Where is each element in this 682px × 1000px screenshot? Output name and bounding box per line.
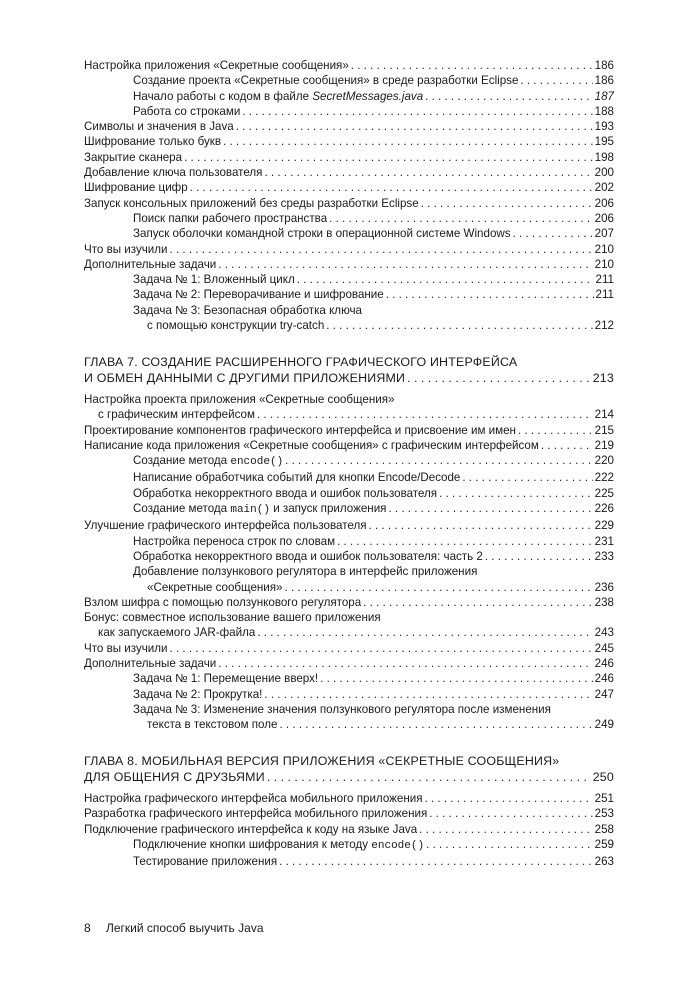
toc-entry: Задача № 1: Перемещение вверх! . . . 246 — [84, 671, 614, 686]
toc-entry: Создание проекта «Секретные сообщения» в среде разработки Eclipse . . . 186 — [84, 73, 614, 88]
toc-entry: Закрытие сканера . . . 198 — [84, 150, 614, 165]
toc-entry: Бонус: совместное использование вашего приложения как запускаемого JAR-файла . . . 243 — [84, 610, 614, 641]
chapter-heading: ГЛАВА 7. СОЗДАНИЕ РАСШИРЕННОГО ГРАФИЧЕСКОГО ИНТЕРФЕЙСА И ОБМЕН ДАННЫМИ С ДРУГИМИ ПРИЛОЖЕНИЯМИ . . . 213 — [84, 355, 614, 387]
toc-entry: Подключение кнопки шифрования к методу encode() . . . 259 — [84, 837, 614, 854]
toc-entry: Работа со строками . . . 188 — [84, 104, 614, 119]
toc-entry: Настройка графического интерфейса мобильного приложения . . . 251 — [84, 791, 614, 806]
toc-entry: Настройка переноса строк по словам . . . 231 — [84, 534, 614, 549]
toc-entry: Разработка графического интерфейса мобильного приложения . . . 253 — [84, 806, 614, 821]
chapter-heading: ГЛАВА 8. МОБИЛЬНАЯ ВЕРСИЯ ПРИЛОЖЕНИЯ «СЕКРЕТНЫЕ СООБЩЕНИЯ» ДЛЯ ОБЩЕНИЯ С ДРУЗЬЯМИ . . . 250 — [84, 754, 614, 786]
toc-entry: Подключение графического интерфейса к коду на языке Java . . . 258 — [84, 822, 614, 837]
toc-entry: Написание кода приложения «Секретные сообщения» с графическим интерфейсом . . . 219 — [84, 438, 614, 453]
toc-entry: Что вы изучили . . . 210 — [84, 242, 614, 257]
toc-entry: Настройка приложения «Секретные сообщения» . . . 186 — [84, 58, 614, 73]
toc-entry: Задача № 3: Изменение значения ползункового регулятора после изменения текста в текстовом поле . . . 249 — [84, 702, 614, 733]
page-footer — [84, 921, 264, 935]
page-number: 8 — [84, 921, 91, 935]
toc-entry: Проектирование компонентов графического интерфейса и присвоение им имен . . . 215 — [84, 423, 614, 438]
toc-entry: Что вы изучили . . . 245 — [84, 641, 614, 656]
toc-entry: Настройка проекта приложения «Секретные сообщения» с графическим интерфейсом . . . 214 — [84, 392, 614, 423]
toc-entry: Символы и значения в Java . . . 193 — [84, 119, 614, 134]
toc-entry: Задача № 2: Переворачивание и шифрование . . . 211 — [84, 287, 614, 302]
toc-entry: Взлом шифра с помощью ползункового регулятора . . . 238 — [84, 595, 614, 610]
toc-entry: Запуск консольных приложений без среды разработки Eclipse . . . 206 — [84, 196, 614, 211]
toc-entry: Шифрование только букв . . . 195 — [84, 134, 614, 149]
book-title: Легкий способ выучить Java — [106, 921, 264, 935]
toc-entry: Создание метода main() и запуск приложения . . . 226 — [84, 501, 614, 518]
toc-entry: Создание метода encode() . . . 220 — [84, 453, 614, 470]
toc-entry: Задача № 3: Безопасная обработка ключа с помощью конструкции try-catch . . . 212 — [84, 303, 614, 334]
toc-entry: Обработка некорректного ввода и ошибок пользователя: часть 2 . . . 233 — [84, 549, 614, 564]
toc-entry: Шифрование цифр . . . 202 — [84, 180, 614, 195]
toc-entry: Добавление ключа пользователя . . . 200 — [84, 165, 614, 180]
toc-entry: Улучшение графического интерфейса пользователя . . . 229 — [84, 518, 614, 533]
toc-entry: Тестирование приложения . . . 263 — [84, 854, 614, 869]
toc-entry: Добавление ползункового регулятора в интерфейс приложения «Секретные сообщения» . . . 236 — [84, 564, 614, 595]
toc-entry: Задача № 1: Вложенный цикл . . . 211 — [84, 272, 614, 287]
toc-entry: Дополнительные задачи . . . 210 — [84, 257, 614, 272]
toc-entry: Начало работы с кодом в файле SecretMessages.java . . . 187 — [84, 89, 614, 104]
toc-entry: Поиск папки рабочего пространства . . . 206 — [84, 211, 614, 226]
toc-entry: Обработка некорректного ввода и ошибок пользователя . . . 225 — [84, 486, 614, 501]
toc-entry: Написание обработчика событий для кнопки Encode/Decode . . . 222 — [84, 470, 614, 485]
table-of-contents — [84, 58, 614, 870]
toc-entry: Запуск оболочки командной строки в операционной системе Windows . . . 207 — [84, 226, 614, 241]
toc-entry: Задача № 2: Прокрутка! . . . 247 — [84, 687, 614, 702]
toc-entry: Дополнительные задачи . . . 246 — [84, 656, 614, 671]
